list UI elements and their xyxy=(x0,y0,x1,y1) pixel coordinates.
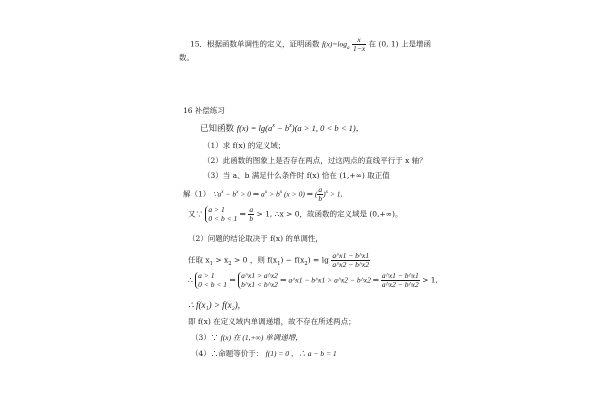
sol-line-6 xyxy=(188,300,240,312)
sol-2-mid: ⇒ xyxy=(239,209,249,219)
sol-1-sup-b: x xyxy=(236,188,239,195)
sol-5-frac-num: a^x1 − b^x1 xyxy=(381,271,419,281)
sol-1-sup-a: x xyxy=(221,188,224,195)
sol-4-sub-4: 2 xyxy=(304,260,308,267)
sol-5-sysb-1: a^x1 > a^x2 xyxy=(241,271,278,280)
sol-5-end: > 1, xyxy=(422,275,438,285)
sol-2-frac-num: a xyxy=(249,205,254,215)
sol-1-close: ) xyxy=(323,189,326,199)
sol-1-e: (x > 0) ⇒ ( xyxy=(282,189,318,199)
sol-2-sys-1: a > 1 xyxy=(208,205,225,214)
sol-5-mid: ⇒ xyxy=(229,275,239,285)
q16-part-1 xyxy=(203,141,285,150)
sol-line-2 xyxy=(188,206,402,223)
q15-text-2: 数。 xyxy=(179,53,194,62)
sol-4-sub-2: 2 xyxy=(228,260,232,267)
sol-5-tail: ⇒ a^x1 − b^x1 > a^x2 − b^x2 ⇒ xyxy=(280,275,381,285)
sol-4-fraction xyxy=(331,252,370,269)
sol-5-fraction xyxy=(381,272,420,289)
q15-fraction xyxy=(352,36,366,53)
sol-1-prefix: 解（1） xyxy=(183,189,211,199)
sol-9-a: （4）∴命题等价于： xyxy=(191,349,264,358)
q16-given-a: 已知函数 xyxy=(200,124,235,134)
q16-p1: （1）求 f(x) 的定义域； xyxy=(203,141,286,150)
sol-2-fraction xyxy=(248,206,254,223)
sol-5-system-a xyxy=(195,272,227,289)
sol-2-frac-den: b xyxy=(249,214,254,224)
sol-4-sub-1: 1 xyxy=(209,260,213,267)
sol-1-a: ∵a xyxy=(212,189,222,199)
sol-1-d: > b xyxy=(267,189,280,199)
sol-line-4 xyxy=(188,252,370,269)
sol-4-c: > 0 ，则 f(x xyxy=(231,255,278,265)
q15-text-a: 15．根据函数单调性的定义，证明函数 xyxy=(190,39,320,49)
sol-4-sub-3: 1 xyxy=(277,260,281,267)
q15-frac-den: 1−x xyxy=(353,43,366,53)
q16-given-end: )(a > 1, 0 < b < 1)， xyxy=(291,123,365,133)
q15-line-1 xyxy=(190,36,431,53)
sol-5-frac-den: a^x2 − b^x2 xyxy=(381,280,419,290)
sol-2-tail: > 1, ∴x > 0，故函数的定义域是 (0,+∞)。 xyxy=(256,209,403,219)
sol-line-9 xyxy=(191,349,337,358)
sol-line-3 xyxy=(188,234,323,243)
q15-func: f(x)=log xyxy=(321,39,347,49)
sol-line-7 xyxy=(188,317,356,326)
sol-1-frac-den: b xyxy=(318,193,323,203)
sol-4-b: > x xyxy=(212,255,229,265)
q16-heading-text: 16 补偿练习 xyxy=(183,106,225,115)
sol-4-a: 任取 x xyxy=(188,255,210,265)
sol-1-sup-c: x xyxy=(264,188,268,195)
sol-8-a: （3）∵ xyxy=(191,333,219,342)
sol-1-sup-e: x xyxy=(325,188,328,195)
q16-sup-x1: x xyxy=(272,123,275,130)
sol-5-sysb-2: b^x1 < b^x2 xyxy=(241,279,278,289)
sol-5-sys-1: a > 1 xyxy=(198,271,215,280)
sol-4-frac-den: a^x2 − b^x2 xyxy=(332,259,370,269)
sol-5-prefix: ∴ xyxy=(188,275,193,285)
q16-heading xyxy=(183,106,225,115)
sol-7: 即 f(x) 在定义域内单调递增，故不存在所述两点； xyxy=(188,317,356,326)
sol-line-1 xyxy=(183,186,342,203)
sol-1-sup-d: x xyxy=(279,188,283,195)
sol-2-system xyxy=(205,206,237,223)
sol-9-b: f(1) = 0 ，∴ a − b = 1 xyxy=(265,349,337,358)
q16-given-mid: − b xyxy=(274,123,290,133)
sol-5-sys-2: 0 < b < 1 xyxy=(198,279,228,289)
sol-line-5 xyxy=(188,272,438,289)
sol-1-c: > 0 ⇒ a xyxy=(238,189,265,199)
q16-given xyxy=(200,123,364,134)
sol-5-system-b xyxy=(238,272,278,289)
sol-1-frac-num: a xyxy=(318,185,323,194)
sol-8-b: f(x) 在 (1,+∞) 单调递增， xyxy=(220,333,303,342)
q15-line-2 xyxy=(179,53,194,62)
sol-4-d: ) − f(x xyxy=(280,255,305,265)
sol-line-8 xyxy=(191,333,303,342)
q16-sup-x2: x xyxy=(289,123,292,130)
sol-4-e: ) = lg xyxy=(307,255,329,265)
q15-text-b: 在 (0, 1) 上是增函 xyxy=(368,39,431,49)
q16-given-formula: f(x) = lg(a xyxy=(236,123,273,133)
q15-frac-num: x xyxy=(352,36,366,45)
sol-2-prefix: 又∵ xyxy=(188,209,203,219)
q16-part-3 xyxy=(203,171,390,180)
sol-6: ∴ f(x₁) > f(x₂), xyxy=(188,300,241,310)
sol-3: （2）问题的结论取决于 f(x) 的单调性， xyxy=(188,234,323,243)
q16-p3: （3）当 a、b 满足什么条件时 f(x) 恰在 (1,+∞) 取正值 xyxy=(203,171,390,180)
sol-2-sys-2: 0 < b < 1 xyxy=(208,213,238,223)
sol-1-b: − b xyxy=(223,189,237,199)
q16-part-2 xyxy=(203,156,427,165)
sol-1-tail: > 1, xyxy=(327,189,343,199)
q16-p2: （2）此函数的图象上是否存在两点，过这两点的直线平行于 x 轴？ xyxy=(203,156,427,165)
q15-base: a xyxy=(347,44,350,51)
sol-4-frac-num: a^x1 − b^x1 xyxy=(332,251,370,260)
